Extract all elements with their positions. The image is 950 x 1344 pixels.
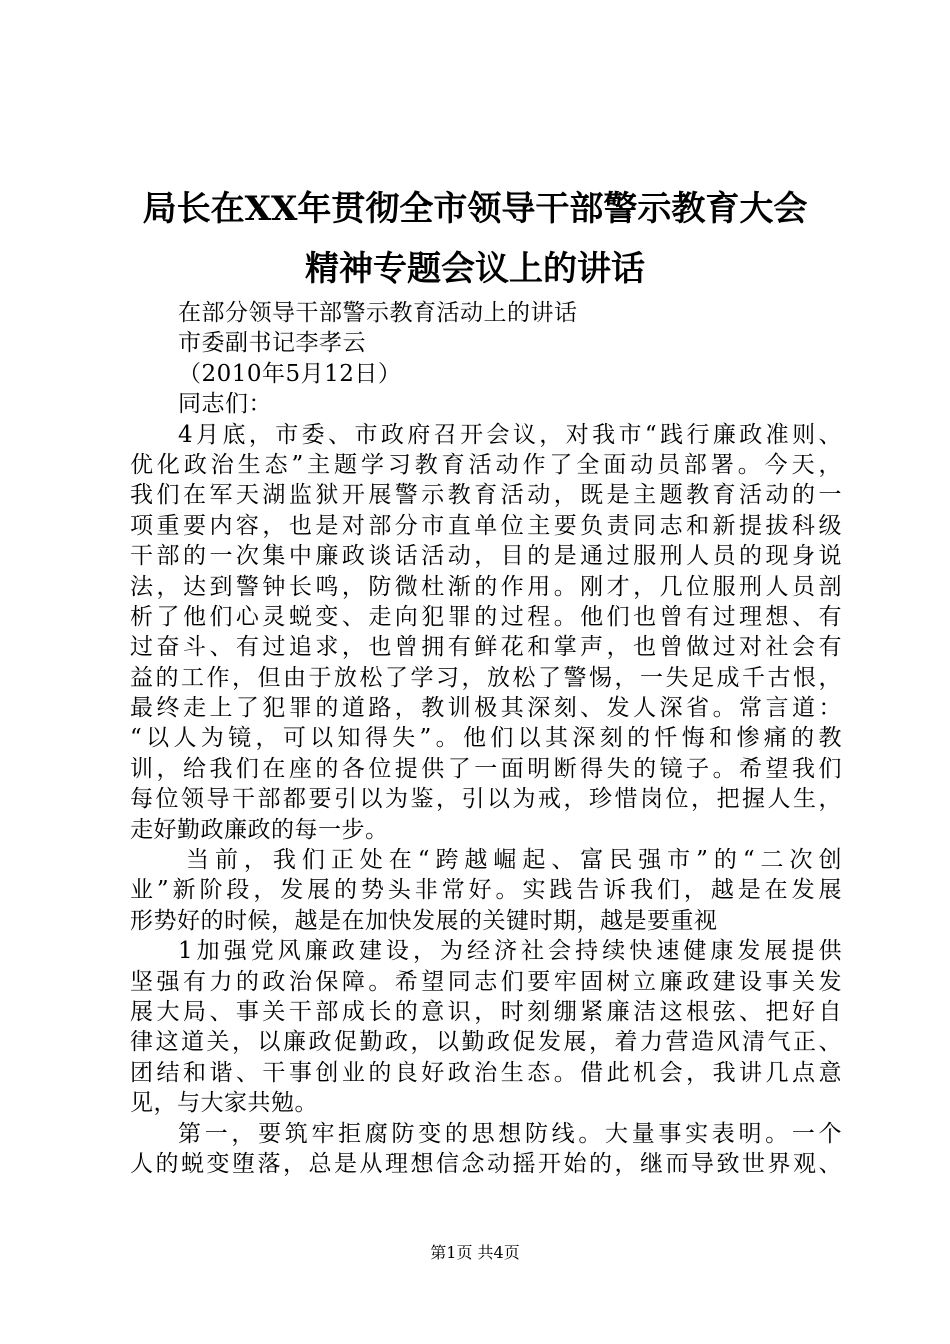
paragraph-line: 业”新阶段，发展的势头非常好。实践告诉我们，越是在发展 bbox=[130, 877, 842, 904]
document-title-line-2: 精神专题会议上的讲话 bbox=[305, 249, 645, 289]
paragraph-line: 4月底，市委、市政府召开会议，对我市“践行廉政准则、 bbox=[178, 421, 842, 448]
speaker-line: 市委副书记李孝云 bbox=[178, 330, 366, 357]
subtitle-line: 在部分领导干部警示教育活动上的讲话 bbox=[178, 300, 578, 326]
date-line: （2010年5月12日） bbox=[178, 360, 402, 387]
paragraph-line: 形势好的时候，越是在加快发展的关键时期，越是要重视 bbox=[130, 907, 718, 934]
paragraph-line: 优化政治生态”主题学习教育活动作了全面动员部署。今天， bbox=[130, 451, 842, 478]
paragraph-line: 干部的一次集中廉政谈话活动，目的是通过服刑人员的现身说 bbox=[130, 543, 842, 570]
document-body bbox=[130, 298, 842, 1179]
paragraph-line: 人的蜕变堕落，总是从理想信念动摇开始的，继而导致世界观、 bbox=[130, 1150, 842, 1177]
paragraph-line: 见，与大家共勉。 bbox=[130, 1090, 318, 1117]
page-footer: 第1页 共4页 bbox=[430, 1243, 520, 1262]
salutation-line: 同志们： bbox=[178, 391, 272, 418]
document-title-line-1: 局长在XX年贯彻全市领导干部警示教育大会 bbox=[142, 189, 808, 229]
paragraph-line: 益的工作，但由于放松了学习，放松了警惕，一失足成千古恨， bbox=[130, 664, 842, 691]
paragraph-line: 当前，我们正处在“跨越崛起、富民强市”的“二次创 bbox=[186, 847, 842, 874]
paragraph-line: 过奋斗、有过追求，也曾拥有鲜花和掌声，也曾做过对社会有 bbox=[130, 634, 842, 661]
paragraph-line: 第一，要筑牢拒腐防变的思想防线。大量事实表明。一个 bbox=[178, 1120, 842, 1147]
paragraph-line: 展大局、事关干部成长的意识，时刻绷紧廉洁这根弦、把好自 bbox=[130, 998, 842, 1025]
paragraph-line: 1加强党风廉政建设，为经济社会持续快速健康发展提供 bbox=[178, 938, 842, 965]
paragraph-line: 析了他们心灵蜕变、走向犯罪的过程。他们也曾有过理想、有 bbox=[130, 603, 842, 630]
paragraph-line: 团结和谐、干事创业的良好政治生态。借此机会，我讲几点意 bbox=[130, 1059, 842, 1086]
paragraph-line: 走好勤政廉政的每一步。 bbox=[130, 816, 389, 843]
paragraph-line: “以人为镜，可以知得失”。他们以其深刻的忏悔和惨痛的教 bbox=[130, 725, 842, 752]
paragraph-line: 每位领导干部都要引以为鉴，引以为戒，珍惜岗位，把握人生， bbox=[130, 786, 842, 813]
paragraph-line: 我们在军天湖监狱开展警示教育活动，既是主题教育活动的一 bbox=[130, 482, 842, 509]
paragraph-line: 项重要内容，也是对部分市直单位主要负责同志和新提拔科级 bbox=[130, 512, 842, 539]
paragraph-line: 训，给我们在座的各位提供了一面明断得失的镜子。希望我们 bbox=[130, 755, 842, 782]
paragraph-line: 律这道关，以廉政促勤政，以勤政促发展，着力营造风清气正、 bbox=[130, 1029, 842, 1056]
paragraph-line: 坚强有力的政治保障。希望同志们要牢固树立廉政建设事关发 bbox=[130, 968, 842, 995]
paragraph-line: 最终走上了犯罪的道路，教训极其深刻、发人深省。常言道： bbox=[130, 695, 842, 722]
paragraph-line: 法，达到警钟长鸣，防微杜渐的作用。刚才，几位服刑人员剖 bbox=[130, 573, 842, 600]
